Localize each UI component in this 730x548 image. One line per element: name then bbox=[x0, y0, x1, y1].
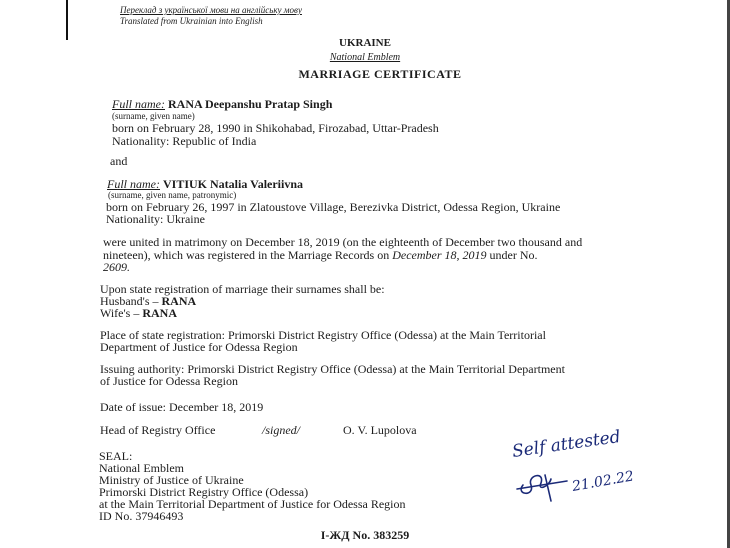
husband-name: RANA Deepanshu Pratap Singh bbox=[168, 97, 333, 111]
wife-surname: RANA bbox=[142, 306, 178, 320]
translation-header-eng: Translated from Ukrainian into English bbox=[120, 16, 263, 26]
wife-name: VITIUK Natalia Valeriivna bbox=[163, 177, 304, 191]
united-line-2 bbox=[103, 249, 538, 262]
seal-line-3: Primorski District Registry Office (Odessa) bbox=[99, 485, 309, 499]
head-signed: /signed/ bbox=[262, 423, 300, 437]
seal-title: SEAL: bbox=[99, 449, 133, 463]
date-of-issue: Date of issue: December 18, 2019 bbox=[100, 400, 264, 414]
national-emblem-label: National Emblem bbox=[329, 52, 401, 63]
seal-line-1: National Emblem bbox=[99, 461, 184, 475]
wife-birth: born on February 26, 1997 in Zlatoustove Village, Berezivka District, Odessa Region, Ukraine bbox=[106, 200, 561, 214]
country-title: UKRAINE bbox=[339, 37, 391, 49]
head-name: O. V. Lupolova bbox=[343, 423, 417, 437]
handwritten-date: 21.02.22 bbox=[570, 468, 636, 495]
husband-surname-label: Husband's – bbox=[100, 294, 162, 308]
wife-name-hint: (surname, given name, patronymic) bbox=[108, 190, 237, 200]
and-text: and bbox=[110, 154, 128, 168]
wife-fullname-label: Full name: bbox=[107, 177, 160, 191]
wife-nationality: Nationality: Ukraine bbox=[106, 212, 205, 226]
translation-header-ukr: Переклад з української мови на англійську мову bbox=[120, 5, 302, 15]
united-line-2-tail: under No. bbox=[486, 248, 538, 262]
head-label: Head of Registry Office bbox=[100, 423, 216, 437]
record-number: 2609. bbox=[103, 260, 130, 274]
seal-line-2: Ministry of Justice of Ukraine bbox=[99, 473, 244, 487]
husband-surname: RANA bbox=[161, 294, 197, 308]
self-attested-signature bbox=[505, 425, 655, 505]
serial-number: I-ЖД No. 383259 bbox=[320, 528, 410, 542]
place-line-1: Place of state registration: Primorski District Registry Office (Odessa) at the Main Territorial bbox=[100, 328, 546, 342]
seal-id: ID No. 37946493 bbox=[99, 509, 184, 523]
seal-line-4: at the Main Territorial Department of Justice for Odessa Region bbox=[99, 497, 406, 511]
scan-edge-mark bbox=[66, 0, 68, 40]
husband-name-hint: (surname, given name) bbox=[112, 111, 195, 121]
registration-date: December 18, 2019 bbox=[392, 248, 487, 262]
wife-surname-label: Wife's – bbox=[100, 306, 143, 320]
husband-fullname-label: Full name: bbox=[112, 97, 165, 111]
authority-line-1: Issuing authority: Primorski District Registry Office (Odessa) at the Main Territorial Department bbox=[100, 362, 565, 376]
husband-birth: born on February 28, 1990 in Shikohabad, Firozabad, Uttar-Pradesh bbox=[112, 121, 439, 135]
self-attested-text: Self attested bbox=[510, 426, 622, 462]
signature-cross-stroke bbox=[545, 475, 551, 501]
united-line-2-text: nineteen), which was registered in the Marriage Records on bbox=[103, 248, 393, 262]
document-title: MARRIAGE CERTIFICATE bbox=[298, 67, 462, 81]
united-line-1: were united in matrimony on December 18, 2019 (on the eighteenth of December two thousand and bbox=[103, 235, 583, 249]
place-line-2: Department of Justice for Odessa Region bbox=[100, 340, 298, 354]
surnames-intro: Upon state registration of marriage their surnames shall be: bbox=[100, 282, 385, 296]
husband-fullname-row bbox=[112, 98, 332, 111]
authority-line-2: of Justice for Odessa Region bbox=[100, 374, 238, 388]
wife-surname-row bbox=[100, 307, 177, 320]
husband-nationality: Nationality: Republic of India bbox=[112, 134, 257, 148]
